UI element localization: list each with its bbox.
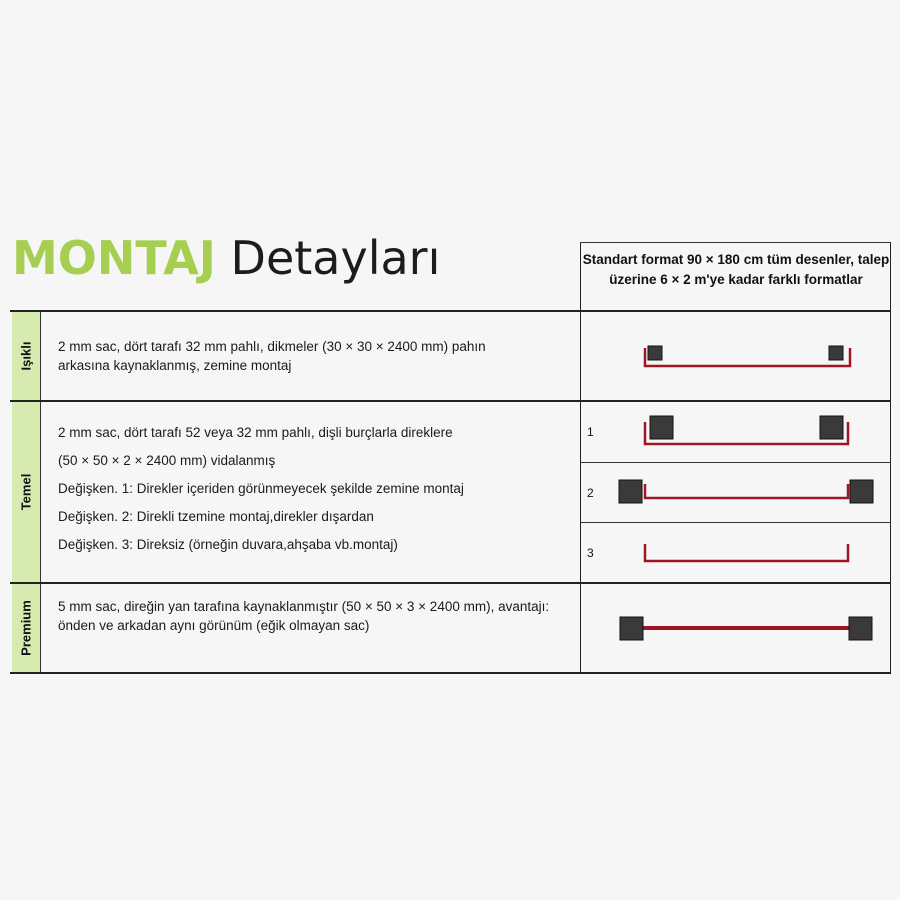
description-line: Değişken. 3: Direksiz (örneğin duvara,ahşaba vb.montaj) xyxy=(58,537,398,552)
variant-1-post-left xyxy=(650,416,673,439)
table-rule-row1 xyxy=(10,400,891,402)
variant-number-3: 3 xyxy=(587,546,594,560)
isikli-mount-diagram xyxy=(640,340,860,370)
header-top-border xyxy=(580,242,891,243)
table-rule-bottom xyxy=(10,672,891,674)
title-accent: MONTAJ xyxy=(12,231,216,285)
isikli-post-left xyxy=(648,346,662,360)
row-description-isikli xyxy=(58,337,486,375)
description-line: Değişken. 2: Direkli tzemine montaj,direkler dışardan xyxy=(58,509,374,524)
variant-number-1: 1 xyxy=(587,425,594,439)
row-description-temel xyxy=(58,419,464,559)
title-rest: Detayları xyxy=(215,231,441,285)
format-header: Standart format 90 × 180 cm tüm desenler, talep üzerine 6 × 2 m'ye kadar farklı formatlar xyxy=(582,252,890,287)
variant-1-sheet-profile xyxy=(645,422,848,444)
variant-1-post-right xyxy=(820,416,843,439)
description-line: Değişken. 1: Direkler içeriden görünmeyecek şekilde zemine montaj xyxy=(58,481,464,496)
premium-post-right xyxy=(849,617,872,640)
description-line: arkasına kaynaklanmış, zemine montaj xyxy=(58,358,292,373)
description-line: 2 mm sac, dört tarafı 52 veya 32 mm pahlı, dişli burçlarla direklere xyxy=(58,425,453,440)
variant-2-post-left xyxy=(619,480,642,503)
variant-2-sheet-profile xyxy=(645,484,848,498)
isikli-post-right xyxy=(829,346,843,360)
isikli-sheet-profile xyxy=(645,348,850,366)
premium-post-left xyxy=(620,617,643,640)
row-label-premium xyxy=(12,584,41,672)
temel-variant-2-diagram xyxy=(615,476,880,512)
description-line: önden ve arkadan aynı görünüm (eğik olmayan sac) xyxy=(58,618,370,633)
table-rule-row2 xyxy=(10,582,891,584)
table-rule-top xyxy=(10,310,891,312)
row-label-text: Işıklı xyxy=(18,341,34,371)
description-line: 5 mm sac, direğin yan tarafına kaynaklanmıştır (50 × 50 × 3 × 2400 mm), avantajı: xyxy=(58,599,550,614)
row-label-temel xyxy=(12,402,41,582)
variant-divider-1 xyxy=(580,462,891,463)
page-title xyxy=(12,228,440,288)
header-right-border xyxy=(890,242,891,312)
description-line: 2 mm sac, dört tarafı 32 mm pahlı, dikmeler (30 × 30 × 2400 mm) pahın xyxy=(58,339,486,354)
row-description-premium xyxy=(58,597,549,635)
variant-3-sheet-profile xyxy=(645,544,848,561)
variant-divider-2 xyxy=(580,522,891,523)
table-right-border xyxy=(890,311,891,673)
row-label-text: Temel xyxy=(18,473,34,511)
temel-variant-1-diagram xyxy=(640,412,860,452)
table-col-divider xyxy=(580,311,581,673)
premium-mount-diagram xyxy=(615,612,880,644)
row-label-isikli xyxy=(12,312,41,400)
description-line: (50 × 50 × 2 × 2400 mm) vidalanmış xyxy=(58,453,276,468)
variant-2-post-right xyxy=(850,480,873,503)
header-left-border xyxy=(580,242,581,312)
row-label-text: Premium xyxy=(18,600,34,656)
variant-number-2: 2 xyxy=(587,486,594,500)
temel-variant-3-diagram xyxy=(640,540,860,566)
